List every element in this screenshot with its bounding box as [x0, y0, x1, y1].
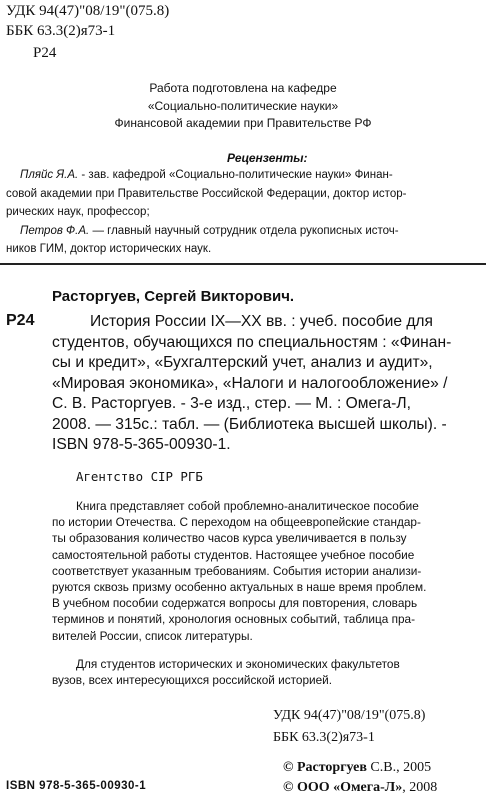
- annotation-line: В учебном пособии содержатся вопросы для повторения, словарь: [52, 596, 418, 611]
- annotation-line: терминов и понятий, хронология основных событий, таблица пра-: [52, 612, 416, 627]
- reviewer-1-line: [20, 166, 393, 185]
- catalog-line: студентов, обучающихся по специальностям : «Финан-: [52, 333, 452, 351]
- copyright-publisher-name: © ООО «Омега-Л»: [283, 780, 403, 795]
- author-mark: Р24: [33, 45, 57, 61]
- annotation-line: Книга представляет собой проблемно-аналитическое пособие: [76, 499, 419, 513]
- catalog-mark: Р24: [6, 312, 35, 329]
- annotation-line: самостоятельной работы студентов. Настоящее учебное пособие: [52, 547, 415, 562]
- reviewers-title: Рецензенты:: [227, 151, 308, 165]
- audience-line: вузов, всех интересующихся российской историей.: [52, 673, 333, 688]
- prepared-line: Работа подготовлена на кафедре: [149, 81, 337, 95]
- catalog-line: сы и кредит», «Бухгалтерский учет, анализ и аудит»,: [52, 354, 433, 371]
- prepared-line: «Социально-политические науки»: [147, 98, 339, 113]
- reviewer-2-text: — главный научный сотрудник отдела рукописных источ-: [89, 224, 399, 237]
- reviewer-2-line: ников ГИМ, доктор исторических наук.: [6, 243, 212, 255]
- bbk-code: ББК 63.3(2)я73-1: [6, 23, 116, 39]
- catalog-line: 2008. — 315с.: табл. — (Библиотека высшей школы). -: [52, 415, 447, 433]
- divider: [0, 263, 486, 265]
- reviewer-1-text: - зав. кафедрой «Социально-политические науки» Финан-: [78, 169, 393, 181]
- catalog-line: «Мировая экономика», «Налоги и налогообложение» /: [52, 374, 448, 392]
- reviewer-2-line: [20, 222, 399, 241]
- copyright-publisher-year: , 2008: [402, 780, 438, 795]
- catalog-line: История России IX—XX вв. : учеб. пособие для: [90, 313, 433, 330]
- annotation-line: руются сквозь призму особенно актуальных в наше время проблем.: [52, 580, 427, 594]
- copyright-publisher: [283, 778, 437, 798]
- audience-line: Для студентов исторических и экономических факультетов: [76, 657, 400, 671]
- catalog-line: ISBN 978-5-365-00930-1.: [52, 436, 231, 453]
- footer-udk: УДК 94(47)"08/19"(075.8): [273, 708, 426, 723]
- cip-agency: Агентство CIP РГБ: [76, 469, 203, 484]
- prepared-line: Финансовой академии при Правительстве РФ: [114, 116, 372, 130]
- copyright-author: [283, 758, 431, 778]
- reviewer-2-name: Петров Ф.А.: [20, 224, 90, 237]
- annotation-line: соответствует указанным требованиям. События истории анализи-: [52, 563, 422, 578]
- footer-bbk: ББК 63.3(2)я73-1: [273, 730, 375, 745]
- reviewer-1-name: Пляйс Я.А.: [20, 169, 79, 181]
- footer-isbn: ISBN 978-5-365-00930-1: [6, 780, 147, 792]
- annotation-line: ты образования количество часов курса увеличивается в пользу: [52, 531, 407, 546]
- author-heading: Расторгуев, Сергей Викторович.: [52, 288, 295, 305]
- annotation-line: по истории Отечества. С переходом на общеевропейские стандар-: [52, 515, 421, 530]
- copyright-author-name: © Расторгуев: [283, 760, 367, 775]
- udk-code: УДК 94(47)"08/19"(075.8): [6, 3, 170, 19]
- copyright-author-year: С.В., 2005: [366, 760, 432, 775]
- reviewer-1-line: совой академии при Правительстве Российской Федерации, доктор истор-: [6, 187, 407, 200]
- catalog-line: С. В. Расторгуев. - 3-е изд., стер. — М. : Омега-Л,: [52, 395, 411, 412]
- reviewer-1-line: рических наук, профессор;: [6, 206, 150, 218]
- annotation-line: вителей России, список литературы.: [52, 628, 253, 643]
